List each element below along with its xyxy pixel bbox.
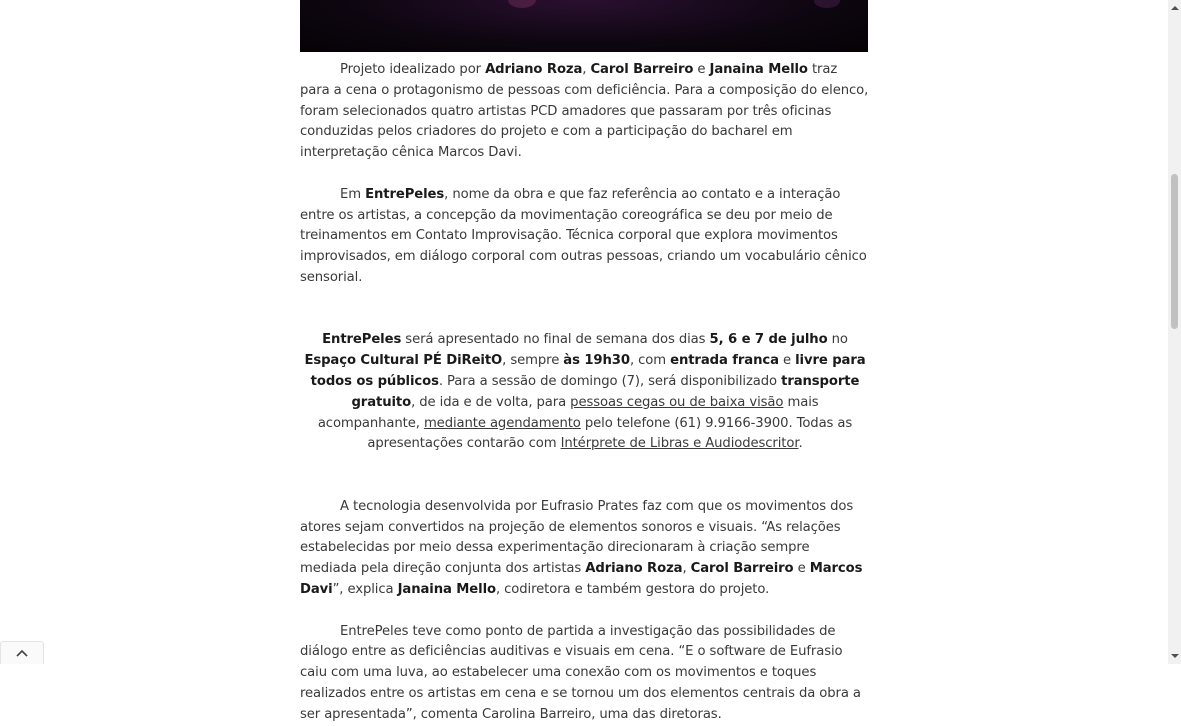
name-janaina-mello: Janaina Mello [397,581,496,597]
free-transport: transporte gratuito [351,373,860,410]
article-body [300,60,870,726]
triangle-up-icon [1171,5,1179,11]
link-libras-audiodescription[interactable]: Intérprete de Libras e Audiodescritor [560,436,799,452]
hero-image [300,0,868,52]
text: A tecnologia desenvolvida por Eufrasio Prates faz com que os movimentos dos atores sejam convertidos na projeção de elementos sonoros e visuais. “As relações estabelecidas por meio dessa experimentação direcionaram à criação sempre mediada pela direção conjunta dos artistas [300,498,854,577]
name-carol-barreiro: Carol Barreiro [590,62,694,77]
scroll-down-button[interactable] [1168,648,1181,664]
paragraph-project [300,60,870,164]
text: e [793,561,810,577]
paragraph-entrepeles [300,185,870,289]
text: EntrePeles teve como ponto de partida a investigação das possibilidades de diálogo entre as deficiências auditivas e visuais em cena. “E o software de Eufrasio caiu com uma luva, ao estabelecer uma conexão com os movimentos e toques realizados entre os artistas em cena e se tornou um dos elementos centrais da obra a ser apresentada”, comenta Carolina Barreiro, uma das diretoras. [300,623,861,722]
back-to-top-button[interactable] [0,641,44,664]
text: pelo telefone (61) 9.9166-3900. Todas as apresentações contarão com [367,415,853,452]
spacer [300,289,870,331]
text: será apresentado no final de semana dos dias [401,332,710,348]
free-entry: entrada franca [670,353,779,369]
name-entrepeles: EntrePeles [365,186,445,202]
spacer [300,455,870,497]
spacer [300,601,870,622]
text: , nome da obra e que faz referência ao contato e a interação entre os artistas, a concepção da movimentação coreográfica se deu por meio de treinamentos em Contato Improvisação. Técnica corporal que explora movimentos improvisados, em diálogo corporal com outras pessoas, criando um vocabulário cênico sensorial. [300,186,867,285]
name-carol-barreiro: Carol Barreiro [690,561,794,577]
paragraph-schedule [300,330,870,455]
audience-rating: livre para todos os públicos [310,353,866,389]
link-booking[interactable]: mediante agendamento [423,415,581,431]
link-accessibility-info[interactable]: pessoas cegas ou de baixa visão [570,394,784,410]
hero-figure-left [508,0,536,8]
name-adriano-roza: Adriano Roza [585,561,683,577]
text-strong: EntrePeles [322,332,402,348]
venue-name: Espaço Cultural PÉ DiReitO [304,353,503,369]
name-adriano-roza: Adriano Roza [485,62,583,77]
spacer [300,164,870,185]
paragraph-starting-point [300,622,870,726]
text: . Para a sessão de domingo (7), será disponibilizado [438,373,782,389]
text: mais acompanhante, [317,394,819,431]
text: no [827,332,848,348]
hero-figure-right [814,0,840,8]
text: , de ida e de volta, para [411,394,571,410]
paragraph-technology [300,497,870,601]
text: traz para a cena o protagonismo de pessoas com deficiência. Para a composição do elenco, foram selecionados quatro artistas PCD amadores que passaram por três oficinas conduzidas pelos criadores do projeto e com a participação do bacharel em interpretação cênica Marcos Davi. [300,62,869,161]
text: , codiretora e também gestora do projeto. [495,581,770,597]
scroll-up-button[interactable] [1168,0,1181,16]
name-marcos-davi: Marcos Davi [300,561,863,597]
event-time: às 19h30 [563,353,630,369]
triangle-down-icon [1171,653,1179,659]
text: Projeto idealizado por [340,62,486,77]
text: e [778,353,796,369]
vertical-scrollbar[interactable] [1168,0,1181,664]
scrollbar-thumb[interactable] [1171,174,1178,329]
text: , com [629,353,671,369]
text: ”, explica [332,581,398,597]
text: , [682,561,691,577]
text: , sempre [502,353,564,369]
event-dates: 5, 6 e 7 de julho [709,332,828,348]
text: e [693,62,710,77]
text: . [798,436,803,452]
chevron-up-icon [16,649,28,657]
text: Em [340,186,366,202]
name-janaina-mello: Janaina Mello [709,62,808,77]
text: , [582,62,591,77]
